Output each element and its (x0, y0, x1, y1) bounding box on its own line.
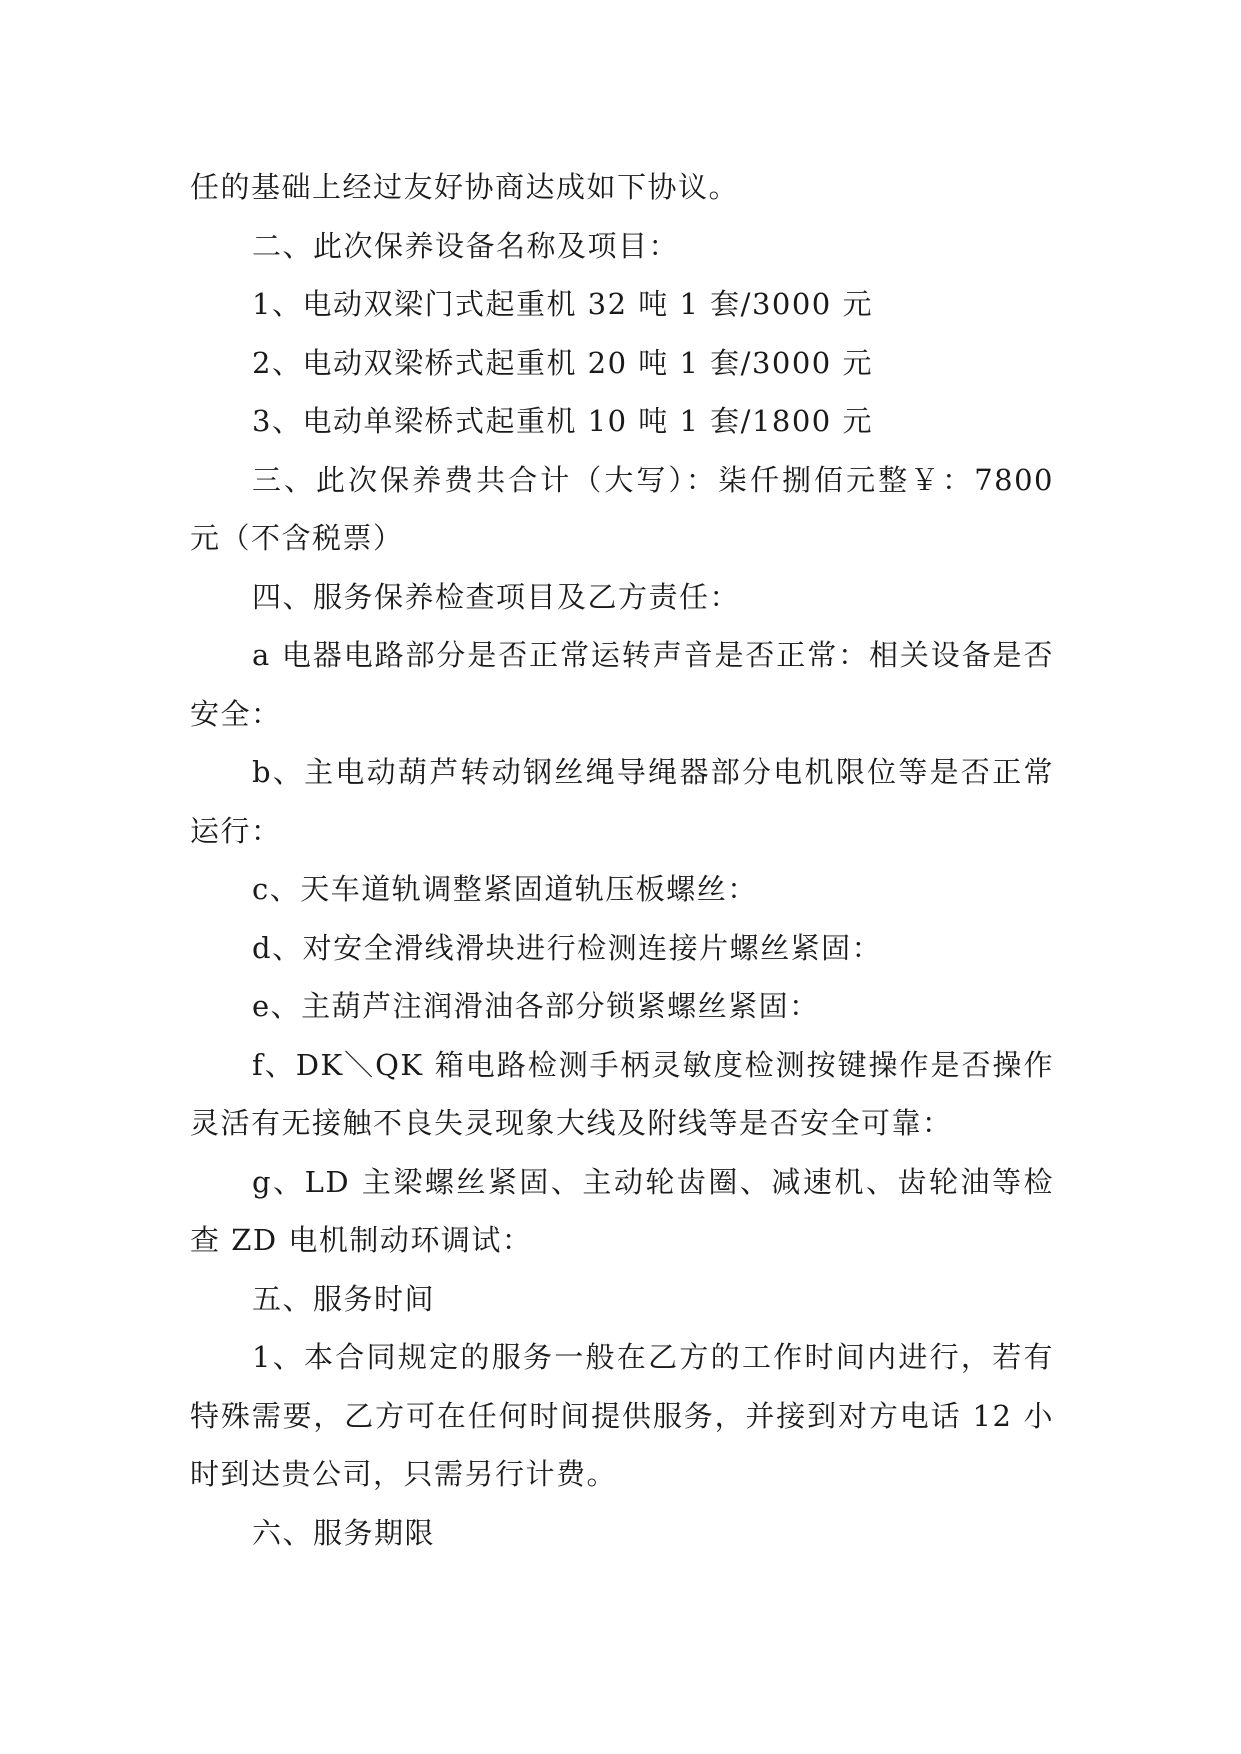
document-body (190, 158, 1054, 1562)
equipment-item-1: 1、电动双梁门式起重机 32 吨 1 套/3000 元 (252, 287, 873, 321)
equipment-item-3: 3、电动单梁桥式起重机 10 吨 1 套/1800 元 (252, 404, 873, 438)
inspection-item-b: b、主电动葫芦转动钢丝绳导绳器部分电机限位等是否正常运行： (190, 755, 1054, 848)
inspection-item-e: e、主葫芦注润滑油各部分锁紧螺丝紧固： (252, 989, 820, 1023)
section-total-fee: 三、此次保养费共合计（大写）：柒仟捌佰元整￥：7800 元（不含税票） (190, 462, 1054, 555)
section-heading-service-time: 五、服务时间 (252, 1281, 436, 1316)
section-heading-service-period: 六、服务期限 (252, 1515, 436, 1550)
inspection-item-f: f、DK＼QK 箱电路检测手柄灵敏度检测按键操作是否操作灵活有无接触不良失灵现象大线及附线等是否安全可靠： (190, 1047, 1054, 1140)
section-heading-inspection: 四、服务保养检查项目及乙方责任： (252, 579, 741, 614)
paragraph-intro-continuation: 任的基础上经过友好协商达成如下协议。 (190, 170, 740, 204)
inspection-item-g: g、LD 主梁螺丝紧固、主动轮齿圈、减速机、齿轮油等检查 ZD 电机制动环调试： (190, 1164, 1054, 1257)
inspection-item-a: a 电器电路部分是否正常运转声音是否正常：相关设备是否安全： (190, 638, 1054, 731)
equipment-item-2: 2、电动双梁桥式起重机 20 吨 1 套/3000 元 (252, 345, 873, 380)
service-time-item-1: 1、本合同规定的服务一般在乙方的工作时间内进行，若有特殊需要，乙方可在任何时间提供服务，并接到对方电话 12 小时到达贵公司，只需另行计费。 (190, 1340, 1054, 1491)
inspection-item-d: d、对安全滑线滑块进行检测连接片螺丝紧固： (252, 930, 883, 965)
inspection-item-c: c、天车道轨调整紧固道轨压板螺丝： (252, 872, 758, 906)
section-heading-equipment: 二、此次保养设备名称及项目： (252, 228, 680, 263)
